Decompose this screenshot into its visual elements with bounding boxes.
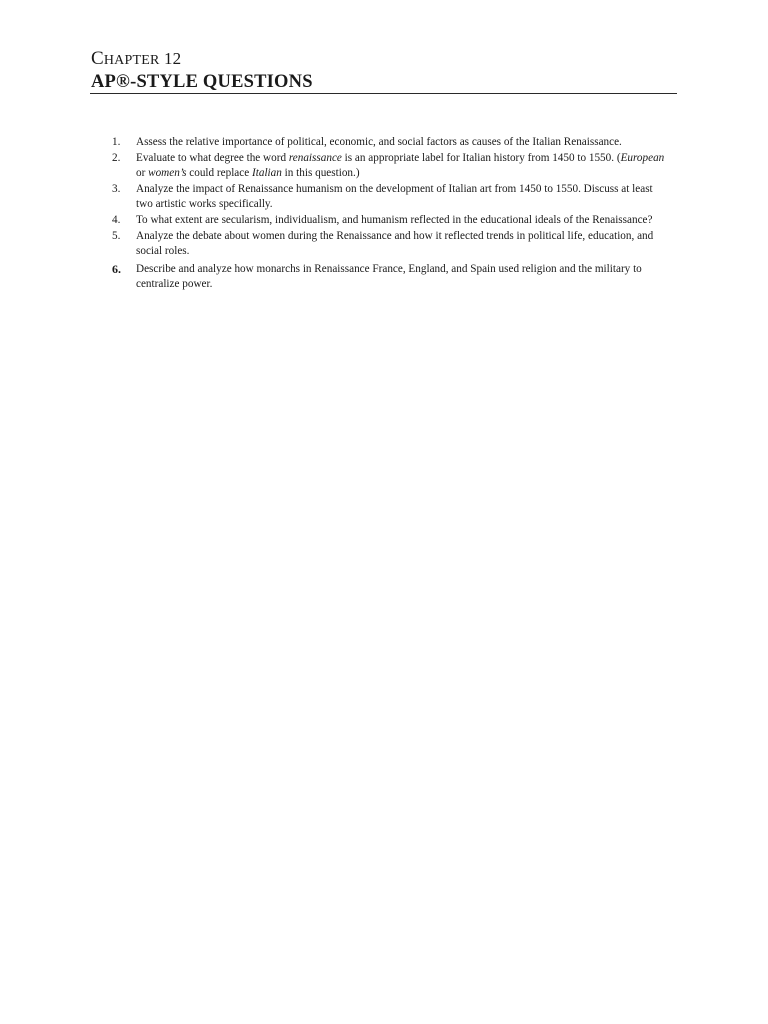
chapter-number: 12 bbox=[163, 49, 182, 68]
question-item bbox=[103, 182, 678, 213]
question-item bbox=[103, 151, 678, 182]
question-item bbox=[103, 135, 678, 151]
question-text: Describe and analyze how monarchs in Renaissance France, England, and Spain used religion and the military to centralize power. bbox=[136, 262, 642, 291]
question-text: Assess the relative importance of political, economic, and social factors as causes of the Italian Renaissance. bbox=[136, 136, 622, 148]
question-number: 4. bbox=[112, 213, 121, 226]
question-item bbox=[103, 229, 678, 260]
question-text-segment: or bbox=[136, 167, 149, 180]
page-title: AP®-STYLE QUESTIONS bbox=[91, 72, 313, 92]
question-text-segment: Evaluate to what degree the word bbox=[136, 151, 289, 164]
question-text: To what extent are secularism, individualism, and humanism reflected in the educational ideals of the Renaissance? bbox=[136, 213, 653, 226]
question-text: Analyze the debate about women during the Renaissance and how it reflected trends in political life, education, and social roles. bbox=[136, 229, 654, 258]
question-item bbox=[103, 213, 678, 229]
question-text: Analyze the impact of Renaissance humanism on the development of Italian art from 1450 to 1550. Discuss at least two artistic works specifically. bbox=[136, 182, 653, 211]
question-number: 3. bbox=[112, 182, 121, 195]
question-text-segment: is an appropriate label for Italian history from 1450 to 1550. ( bbox=[341, 151, 621, 164]
question-text-italic: European bbox=[620, 151, 665, 164]
question-number: 6. bbox=[112, 261, 121, 276]
question-text-italic: renaissance bbox=[288, 151, 342, 164]
question-number: 5. bbox=[112, 229, 121, 242]
question-number: 1. bbox=[112, 136, 121, 148]
chapter-word-initial: C bbox=[91, 48, 104, 69]
heading-divider bbox=[90, 93, 677, 94]
chapter-label bbox=[91, 48, 181, 72]
question-text-italic: women’s bbox=[148, 167, 187, 180]
question-item bbox=[103, 262, 678, 293]
question-text-segment: in this question.) bbox=[281, 167, 360, 180]
question-number: 2. bbox=[112, 151, 121, 164]
question-text bbox=[136, 151, 671, 182]
question-list bbox=[103, 135, 678, 293]
chapter-word-rest: HAPTER bbox=[103, 53, 160, 68]
question-text-italic: Italian bbox=[252, 167, 282, 180]
chapter-word bbox=[91, 49, 160, 68]
question-text-segment: could replace bbox=[186, 167, 253, 180]
